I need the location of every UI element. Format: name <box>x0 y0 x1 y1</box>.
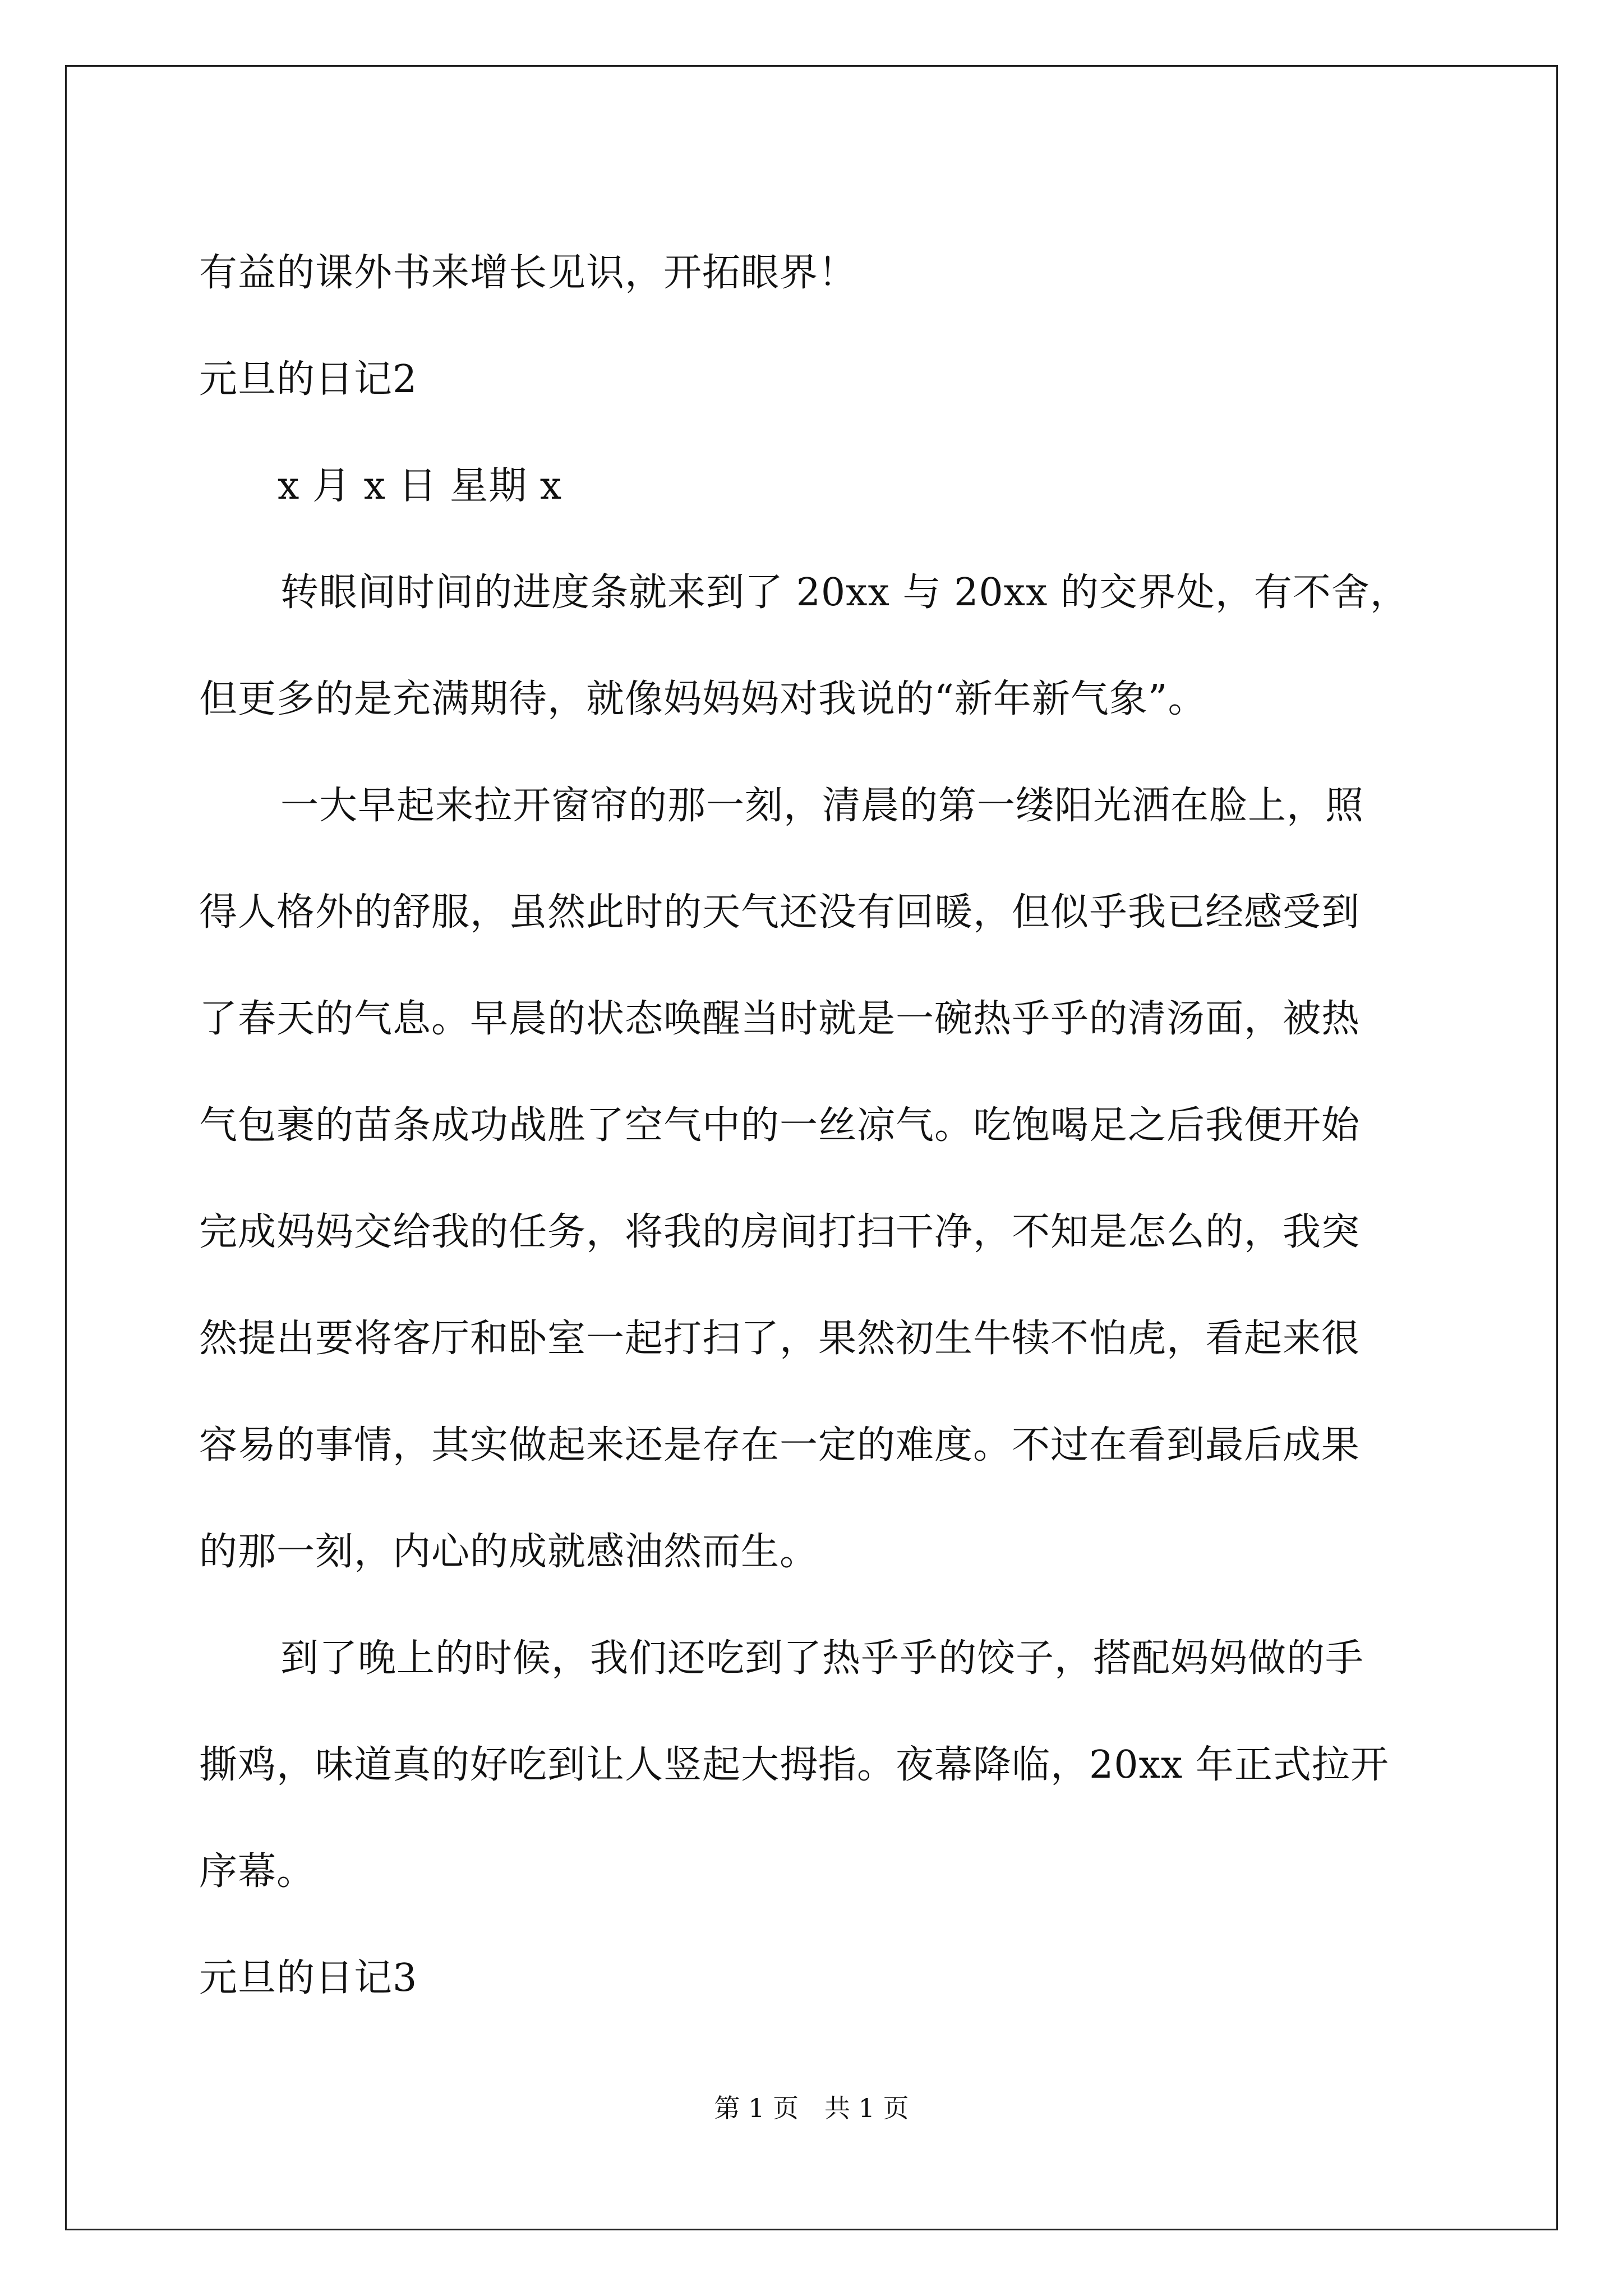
paragraph-line: 序幕。 <box>199 1849 316 1894</box>
section-heading: 元旦的日记2 <box>199 357 418 402</box>
paragraph-line: 得人格外的舒服，虽然此时的天气还没有回暖，但似乎我已经感受到 <box>199 890 1361 935</box>
paragraph-line: 容易的事情，其实做起来还是存在一定的难度。不过在看到最后成果 <box>199 1423 1361 1467</box>
paragraph-line: 了春天的气息。早晨的状态唤醒当时就是一碗热乎乎的清汤面，被热 <box>199 997 1361 1041</box>
page-number-total: 共 1 页 <box>824 2093 909 2123</box>
paragraph-line: 到了晚上的时候，我们还吃到了热乎乎的饺子，搭配妈妈做的手 <box>280 1636 1364 1681</box>
section-heading: 元旦的日记3 <box>199 1956 418 2000</box>
paragraph-line: 气包裹的苗条成功战胜了空气中的一丝凉气。吃饱喝足之后我便开始 <box>199 1103 1361 1148</box>
page-number-current: 第 1 页 <box>714 2093 799 2123</box>
paragraph-line: 撕鸡，味道真的好吃到让人竖起大拇指。夜幕降临，20xx 年正式拉开 <box>199 1743 1389 1787</box>
paragraph-line: 一大早起来拉开窗帘的那一刻，清晨的第一缕阳光洒在脸上，照 <box>280 784 1364 828</box>
paragraph-line: 但更多的是充满期待，就像妈妈妈对我说的“新年新气象”。 <box>199 677 1207 721</box>
document-body <box>199 220 1422 2032</box>
paragraph-line: 的那一刻，内心的成就感油然而生。 <box>199 1530 819 1574</box>
paragraph-line: 完成妈妈交给我的任务，将我的房间打扫干净，不知是怎么的，我突 <box>199 1210 1361 1254</box>
paragraph-line: 然提出要将客厅和卧室一起打扫了，果然初生牛犊不怕虎，看起来很 <box>199 1317 1361 1361</box>
page-footer <box>0 2091 1623 2125</box>
date-line: x 月 x 日 星期 x <box>278 464 562 508</box>
paragraph-line: 有益的课外书来增长见识，开拓眼界！ <box>199 251 857 295</box>
paragraph-line: 转眼间时间的进度条就来到了 20xx 与 20xx 的交界处，有不舍， <box>280 570 1409 615</box>
